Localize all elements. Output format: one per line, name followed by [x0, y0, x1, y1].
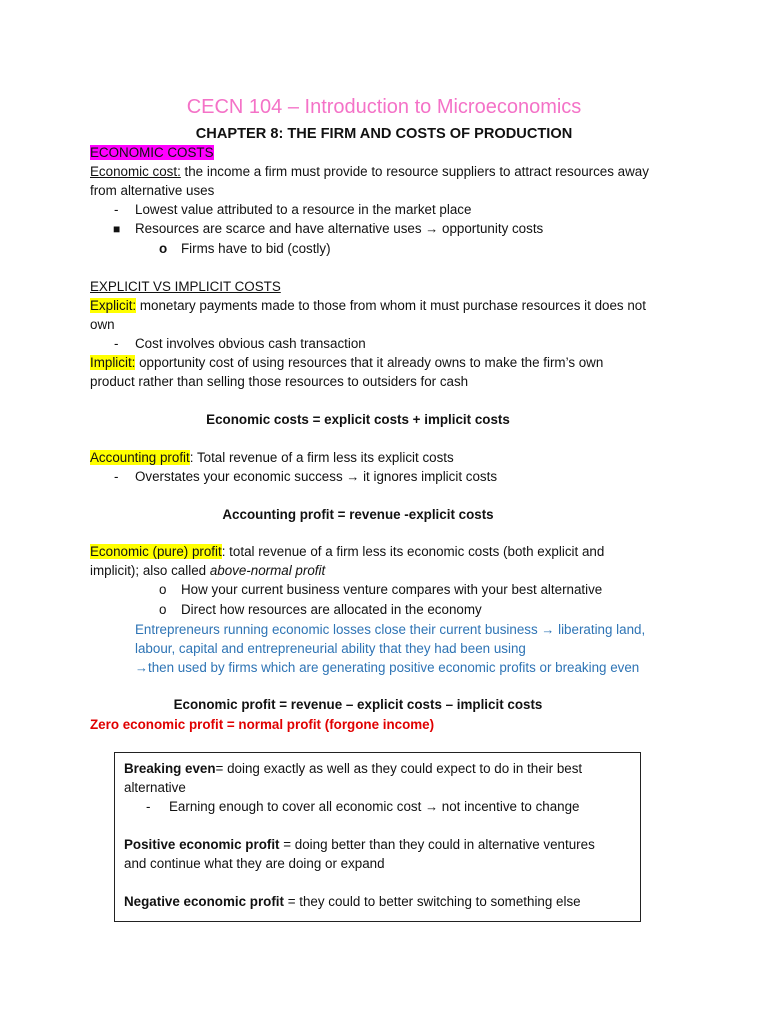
blue-note-line1: Entrepreneurs running economic losses close their current business → liberating land,: [135, 622, 646, 637]
blue-note-line2: labour, capital and entrepreneurial ability that they had been using: [135, 641, 526, 656]
negative-profit-definition: Negative economic profit = they could to better switching to something else: [124, 894, 581, 909]
economic-cost-definition-line1: Economic cost: the income a firm must provide to resource suppliers to attract resources away: [90, 164, 649, 179]
bullet-resources-scarce: Resources are scarce and have alternative uses → opportunity costs: [135, 221, 544, 236]
blue-note-line3: →then used by firms which are generating positive economic profits or breaking even: [135, 660, 640, 675]
economic-profit-formula: Economic profit = revenue – explicit costs – implicit costs: [173, 697, 543, 712]
economic-cost-term: Economic cost:: [90, 164, 181, 179]
sub-bullet-firms-bid: Firms have to bid (costly): [181, 241, 331, 256]
economic-profit-term: Economic (pure) profit: [90, 544, 222, 559]
dash-bullet: -: [114, 336, 119, 351]
negative-profit-term: Negative economic profit: [124, 894, 284, 909]
bullet-overstates-success: Overstates your economic success → it ignores implicit costs: [135, 469, 498, 484]
profit-definitions-box: [114, 752, 641, 922]
dash-bullet: -: [114, 202, 119, 217]
implicit-definition-line2: product rather than selling those resources to outsiders for cash: [90, 374, 469, 389]
economic-profit-definition-line2: implicit); also called above-normal profit: [90, 563, 326, 578]
economic-profit-definition-line1: Economic (pure) profit: total revenue of a firm less its economic costs (both explicit and: [90, 544, 605, 559]
circle-bullet: o: [159, 241, 168, 256]
zero-economic-profit-note: Zero economic profit = normal profit (forgone income): [90, 717, 435, 732]
positive-profit-definition-line1: Positive economic profit = doing better than they could in alternative ventures: [124, 837, 595, 852]
explicit-definition-line1: Explicit: monetary payments made to those from whom it must purchase resources it does not: [90, 298, 646, 313]
page-title: CECN 104 – Introduction to Microeconomics: [186, 96, 582, 118]
positive-profit-definition-line2: and continue what they are doing or expand: [124, 856, 385, 871]
bullet-cash-transaction: Cost involves obvious cash transaction: [135, 336, 366, 351]
explicit-term: Explicit:: [90, 298, 137, 313]
sub-bullet-resource-allocation: Direct how resources are allocated in the economy: [181, 602, 482, 617]
economic-costs-heading-text: ECONOMIC COSTS: [90, 145, 214, 160]
implicit-definition-line1: Implicit: opportunity cost of using resources that it already owns to make the firm’s own: [90, 355, 604, 370]
breaking-even-definition-line2: alternative: [124, 780, 186, 795]
arrow-right-icon: →: [346, 469, 360, 484]
chapter-heading: CHAPTER 8: THE FIRM AND COSTS OF PRODUCTION: [195, 126, 573, 142]
dash-bullet: -: [114, 469, 119, 484]
explicit-definition-line2: own: [90, 317, 115, 332]
square-bullet: ■: [113, 222, 121, 236]
arrow-right-icon: →: [135, 660, 148, 675]
circle-bullet: o: [159, 602, 167, 617]
economic-costs-formula: Economic costs = explicit costs + implicit costs: [206, 412, 510, 427]
breaking-even-definition-line1: Breaking even= doing exactly as well as they could expect to do in their best: [124, 761, 583, 776]
dash-bullet: -: [146, 799, 151, 814]
accounting-profit-definition: Accounting profit: Total revenue of a firm less its explicit costs: [90, 450, 454, 465]
explicit-implicit-heading: EXPLICIT VS IMPLICIT COSTS: [90, 279, 281, 294]
accounting-profit-formula: Accounting profit = revenue -explicit costs: [222, 507, 494, 522]
circle-bullet: o: [159, 582, 167, 597]
economic-costs-heading: [90, 144, 214, 162]
positive-profit-term: Positive economic profit: [124, 837, 280, 852]
breaking-even-term: Breaking even: [124, 761, 216, 776]
economic-cost-definition-line2: from alternative uses: [90, 183, 215, 198]
accounting-profit-term: Accounting profit: [90, 450, 190, 465]
arrow-right-icon: →: [425, 221, 439, 236]
implicit-term: Implicit:: [90, 355, 136, 370]
sub-bullet-compares-alternative: How your current business venture compares with your best alternative: [181, 582, 603, 597]
bullet-lowest-value: Lowest value attributed to a resource in the market place: [135, 202, 472, 217]
arrow-right-icon: →: [425, 799, 439, 814]
bullet-earning-enough: Earning enough to cover all economic cost → not incentive to change: [169, 799, 580, 814]
arrow-right-icon: →: [541, 622, 555, 637]
